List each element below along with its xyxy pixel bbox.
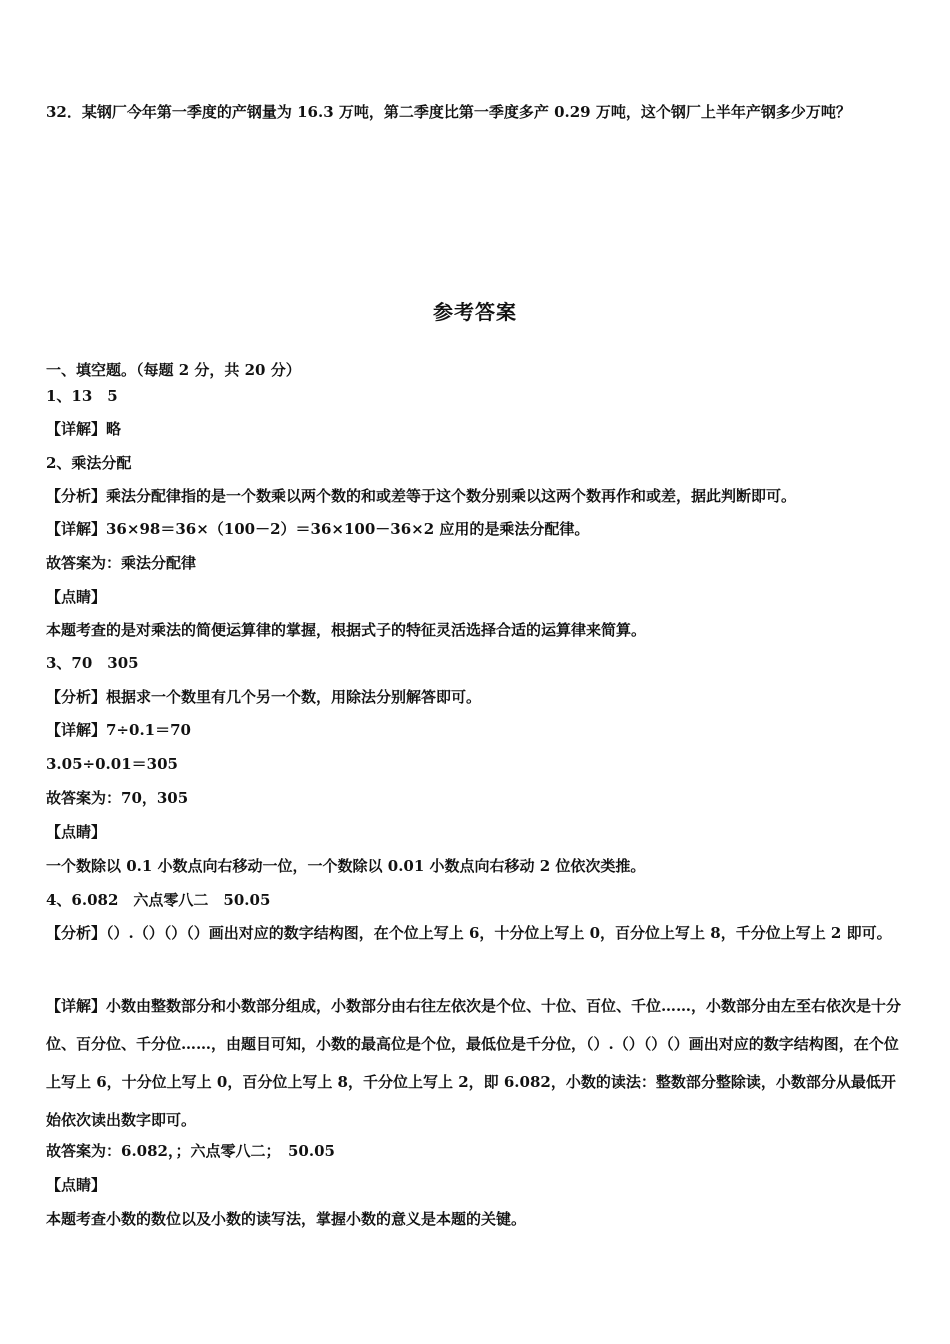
question-32: 32．某钢厂今年第一季度的产钢量为 16.3 万吨，第二季度比第一季度多产 0.29 万吨，这个钢厂上半年产钢多少万吨？ (46, 103, 851, 121)
answer-line: 2、乘法分配 (46, 454, 132, 472)
answer-line: 【详解】略 (46, 420, 122, 438)
answer-line: 4、6.082 六点零八二 50.05 (46, 891, 271, 909)
answer-line: 【详解】7÷0.1＝70 (46, 721, 191, 739)
q4-answer: 故答案为：6.082，；六点零八二； 50.05 (46, 1142, 335, 1160)
answer-line: 一个数除以 0.1 小数点向右移动一位，一个数除以 0.01 小数点向右移动 2 位依次类推。 (46, 857, 646, 875)
answer-line: 1、13 5 (46, 387, 118, 405)
answer-line: 本题考查的是对乘法的简便运算律的掌握，根据式子的特征灵活选择合适的运算律来简算。 (46, 621, 647, 639)
answer-line: 故答案为：70，305 (46, 789, 189, 807)
answers-title: 参考答案 (433, 300, 517, 324)
answer-line: 3.05÷0.01＝305 (46, 755, 178, 773)
answer-line: 故答案为：乘法分配律 (46, 554, 197, 572)
q4-tip: 本题考查小数的数位以及小数的读写法，掌握小数的意义是本题的关键。 (46, 1210, 527, 1228)
answer-line: 【详解】36×98＝36×（100－2）＝36×100－36×2 应用的是乘法分配律。 (46, 520, 590, 538)
answer-line: 【分析】乘法分配律指的是一个数乘以两个数的和或差等于这个数分别乘以这两个数再作和或差，据此判断即可。 (46, 487, 797, 505)
q4-tip-label: 【点睛】 (46, 1176, 107, 1194)
q4-analysis: 【分析】（）.（）（）（）画出对应的数字结构图，在个位上写上 6，十分位上写上 0，百分位上写上 8，千分位上写上 2 即可。 (46, 924, 892, 942)
answer-line: 【点睛】 (46, 588, 107, 606)
answer-line: 【点睛】 (46, 823, 107, 841)
q4-detail: 【详解】小数由整数部分和小数部分组成，小数部分由右往左依次是个位、十位、百位、千位……，小数部分由左至右依次是十分位、百分位、千分位……，由题目可知，小数的最高位是个位，最低位是千分位，（）.（）（）（）画出对应的数字结构图，在个位上写上 6，十分位上写上 0，百分位上写上 8，千分位上写上 2，即 6.082，小数的读法：整数部分整除读，小数部分从最低开始依次读出数字即可。 (46, 997, 902, 1129)
section-heading: 一、填空题。（每题 2 分，共 20 分） (46, 361, 301, 379)
answer-line: 【分析】根据求一个数里有几个另一个数，用除法分别解答即可。 (46, 688, 482, 706)
answer-line: 3、70 305 (46, 654, 139, 672)
